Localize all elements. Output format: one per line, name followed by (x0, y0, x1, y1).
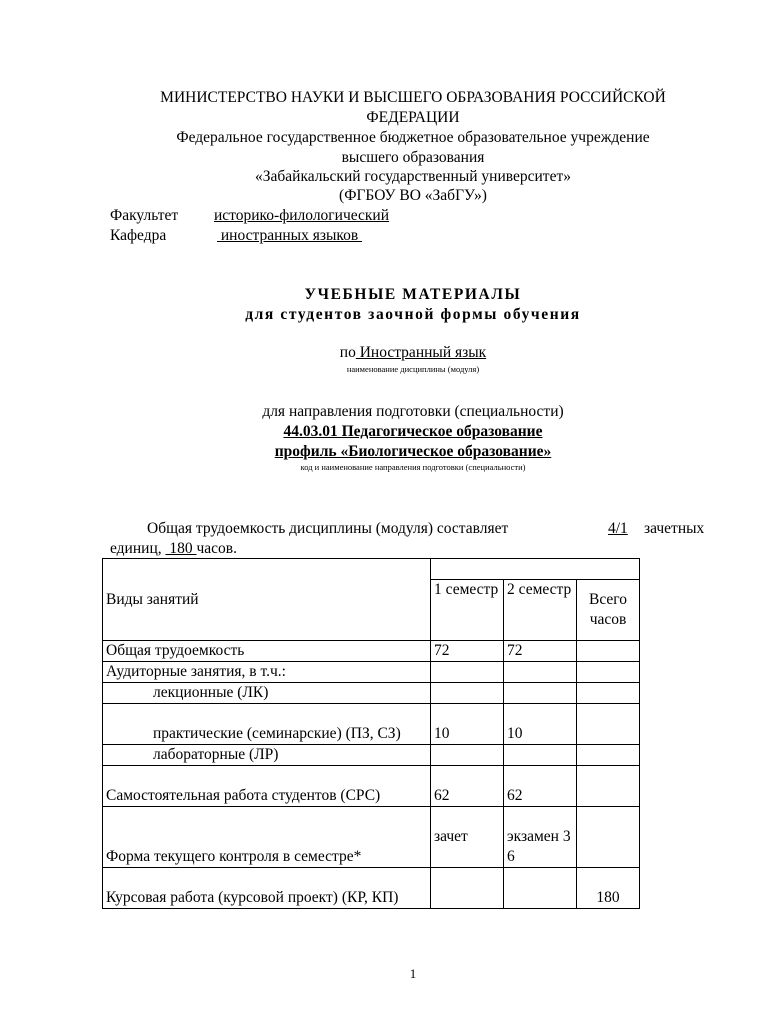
row-semester-1: 10 (431, 704, 504, 745)
row-label: Форма текущего контроля в семестре* (103, 807, 431, 868)
page-number: 1 (409, 966, 417, 981)
direction-caption: код и наименование направления подготовки (специальности) (300, 462, 526, 472)
institution-line-2: высшего образования (341, 149, 485, 166)
row-total (577, 704, 640, 745)
row-total (577, 807, 640, 868)
row-total: 180 (577, 868, 640, 909)
summary-credits-unit: зачетных (644, 520, 705, 537)
document-title: УЧЕБНЫЕ МАТЕРИАЛЫ (304, 286, 522, 303)
direction-profile: профиль «Биологическое образование» (274, 443, 552, 460)
row-semester-1 (431, 868, 504, 909)
header-total-hours: Всего часов (577, 580, 640, 641)
row-label: Общая трудоемкость (103, 641, 431, 662)
row-label: Курсовая работа (курсовой проект) (КР, КП) (103, 868, 431, 909)
summary-hours: 180 (165, 540, 197, 557)
table-row (103, 868, 640, 909)
row-semester-2 (504, 868, 577, 909)
row-semester-2: экзамен 36 (504, 807, 577, 868)
table-header-row (103, 559, 640, 580)
header-semester-2: 2 семестр (504, 580, 577, 641)
discipline-value: Иностранный язык (355, 344, 487, 361)
row-semester-2 (504, 745, 577, 766)
table-row (103, 745, 640, 766)
row-label: лекционные (ЛК) (103, 683, 431, 704)
row-label: лабораторные (ЛР) (103, 745, 431, 766)
ministry-title: МИНИСТЕРСТВО НАУКИ И ВЫСШЕГО ОБРАЗОВАНИЯ РОССИЙСКОЙ (160, 89, 666, 106)
row-semester-2 (504, 662, 577, 683)
summary-line2 (110, 540, 237, 558)
direction-intro: для направления подготовки (специальности) (262, 403, 564, 420)
row-semester-1: 72 (431, 641, 504, 662)
summary-units-word: единиц, (110, 540, 162, 557)
summary-text: Общая трудоемкость дисциплины (модуля) составляет (147, 520, 509, 537)
row-semester-1: 62 (431, 766, 504, 807)
row-semester-2: 62 (504, 766, 577, 807)
header-activity-types: Виды занятий (103, 559, 431, 641)
discipline-line (0, 344, 770, 362)
header-semester-1: 1 семестр (431, 580, 504, 641)
row-total (577, 745, 640, 766)
row-total (577, 766, 640, 807)
document-subtitle: для студентов заочной формы обучения (245, 306, 581, 323)
table-row (103, 662, 640, 683)
row-label: практические (семинарские) (ПЗ, СЗ) (103, 704, 431, 745)
row-semester-1 (431, 662, 504, 683)
row-label: Аудиторные занятия, в т.ч.: (103, 662, 431, 683)
discipline-prefix: по (339, 344, 356, 361)
summary-credits: 4/1 (608, 520, 628, 537)
header-semesters-group (431, 559, 640, 580)
table-row (103, 683, 640, 704)
department-label: Кафедра (110, 227, 167, 244)
table-row (103, 807, 640, 868)
university-name: «Забайкальский государственный университет» (254, 168, 571, 185)
faculty-value: историко-филологический (214, 207, 390, 224)
row-total (577, 683, 640, 704)
table-row (103, 641, 640, 662)
ministry-title-2: ФЕДЕРАЦИИ (366, 109, 460, 126)
institution-line: Федеральное государственное бюджетное образовательное учреждение (176, 129, 650, 146)
department-value: иностранных языков (217, 227, 363, 244)
row-total (577, 641, 640, 662)
row-total (577, 662, 640, 683)
table-row (103, 766, 640, 807)
row-semester-1: зачет (431, 807, 504, 868)
hours-table (102, 558, 640, 909)
row-semester-2: 72 (504, 641, 577, 662)
faculty-label: Факультет (110, 207, 179, 224)
row-semester-2 (504, 683, 577, 704)
row-label: Самостоятельная работа студентов (СРС) (103, 766, 431, 807)
university-abbr: (ФГБОУ ВО «ЗабГУ») (339, 187, 487, 204)
discipline-caption: наименование дисциплины (модуля) (346, 364, 480, 374)
direction-code: 44.03.01 Педагогическое образование (283, 423, 543, 440)
row-semester-1 (431, 683, 504, 704)
summary-hours-unit: часов. (196, 540, 237, 557)
row-semester-1 (431, 745, 504, 766)
table-row (103, 704, 640, 745)
row-semester-2: 10 (504, 704, 577, 745)
